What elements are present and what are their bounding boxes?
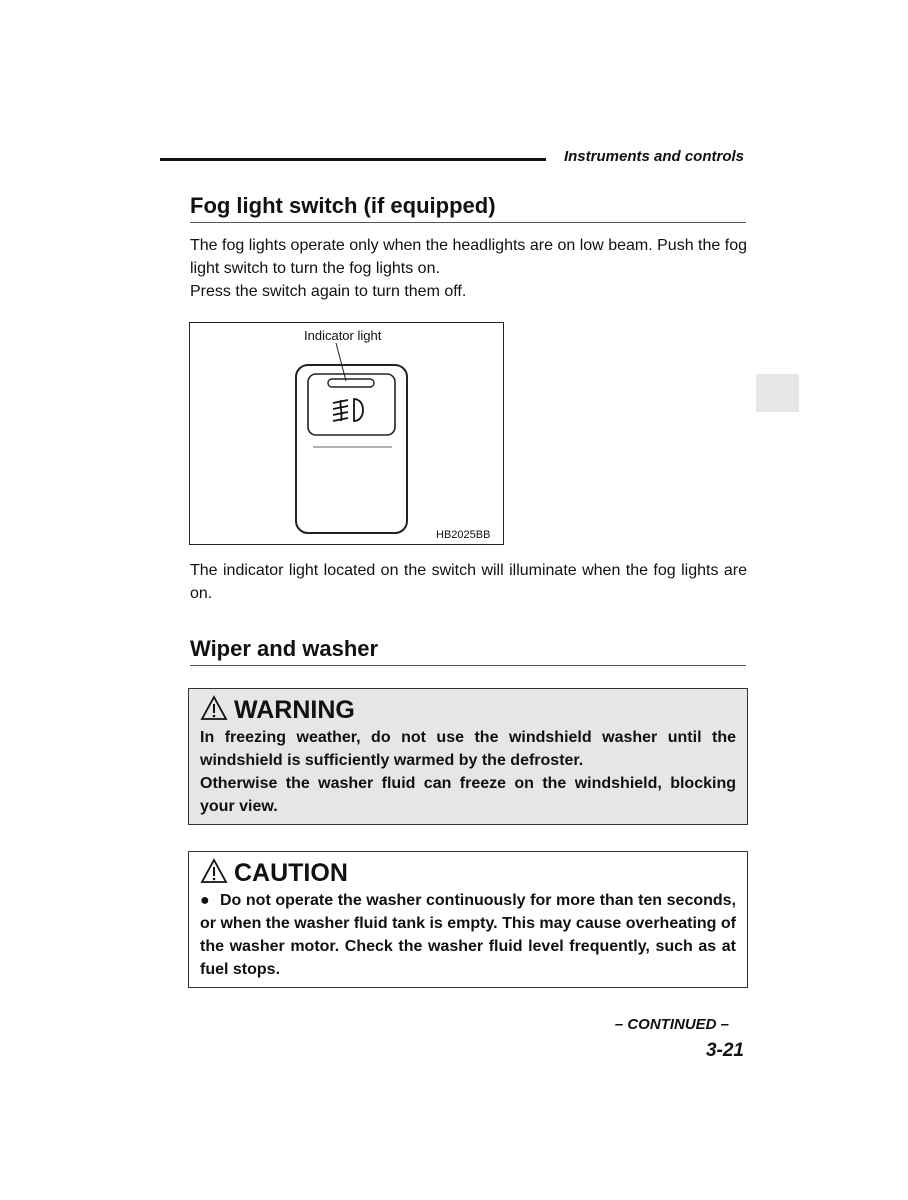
header-rule	[160, 158, 546, 161]
warning-heading	[200, 695, 747, 725]
page-number: 3-21	[705, 1040, 744, 1061]
caution-triangle-icon	[200, 858, 228, 884]
figure-code: HB2025BB	[436, 529, 491, 541]
warning-triangle-icon	[200, 695, 228, 721]
warning-box	[188, 688, 748, 825]
indicator-light-slot	[328, 379, 374, 387]
section-title-wiper-washer: Wiper and washer	[190, 636, 746, 666]
caution-text	[200, 889, 736, 981]
chapter-tab	[756, 374, 799, 412]
caution-item: Do not operate the washer continuously for more than ten seconds, or when the washer fluid tank is empty. This may cause overheating of the washer motor. Check the washer fluid level frequently, such as at fuel stops.	[200, 892, 736, 978]
switch-body-outline	[296, 365, 407, 533]
header-title: Instruments and controls	[563, 148, 744, 165]
indicator-light-label: Indicator light	[304, 328, 382, 343]
warning-line: In freezing weather, do not use the windshield washer until the windshield is sufficiently warmed by the defroster.	[200, 729, 736, 769]
paragraph: The fog lights operate only when the headlights are on low beam. Push the fog light switch to turn the fog lights on.	[190, 237, 747, 277]
warning-title: WARNING	[234, 696, 355, 724]
fog-light-icon	[333, 399, 363, 421]
continued-label: – CONTINUED –	[614, 1016, 729, 1033]
section-title-fog-light: Fog light switch (if equipped)	[190, 193, 746, 223]
warning-line: Otherwise the washer fluid can freeze on the windshield, blocking your view.	[200, 775, 736, 815]
caution-heading	[200, 858, 747, 888]
fog-light-description	[190, 234, 747, 303]
caution-title: CAUTION	[234, 859, 348, 887]
paragraph: Press the switch again to turn them off.	[190, 283, 467, 300]
caution-box	[188, 851, 748, 988]
fog-light-switch-figure	[189, 322, 504, 545]
fog-switch-illustration	[190, 323, 503, 544]
warning-text	[200, 726, 736, 818]
label-leader-line	[336, 343, 346, 381]
indicator-description: The indicator light located on the switch will illuminate when the fog lights are on.	[190, 562, 747, 602]
bullet-icon: ●	[200, 892, 210, 909]
switch-button-outline	[308, 374, 395, 435]
